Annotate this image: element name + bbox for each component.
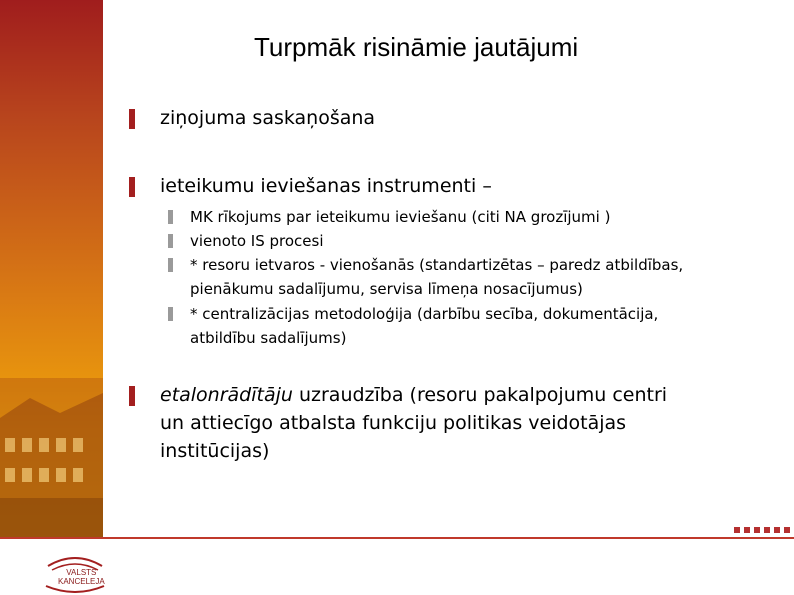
bullet-marker [129,177,135,197]
logo-line2: KANCELEJA [58,577,105,586]
footer-divider [0,537,794,539]
sub-bullet-marker [168,258,173,272]
sub-bullet-text-cont: pienākumu sadalījumu, servisa līmeņa nosacījumus) [190,280,583,298]
decorative-sidebar [0,0,103,537]
sub-bullet-text: * centralizācijas metodoloģija (darbību secība, dokumentācija, [190,305,659,323]
building-photo [0,378,103,537]
sub-bullet-text-cont: atbildību sadalījums) [190,329,347,347]
logo-line1: VALSTS [66,568,97,577]
sub-bullet-text: * resoru ietvaros - vienošanās (standartizētas – paredz atbildības, [190,256,684,274]
sub-bullet-text: MK rīkojums par ieteikumu ieviešanu (citi NA grozījumi ) [190,208,611,226]
bullet-text-cont: institūcijas) [160,440,270,462]
sub-bullet-marker [168,234,173,248]
italic-term: etalonrādītāju [160,384,293,406]
sub-bullet-text: vienoto IS procesi [190,232,324,250]
sub-bullet-marker [168,307,173,321]
bullet-marker [129,386,135,406]
bullet-text-cont: un attiecīgo atbalsta funkciju politikas veidotājas [160,412,627,434]
logo-text [58,568,105,586]
sub-bullet-marker [168,210,173,224]
bullet-marker [129,109,135,129]
bullet-text: ieteikumu ieviešanas instrumenti – [160,175,492,197]
bullet-text: ziņojuma saskaņošana [160,107,376,129]
slide-title: Turpmāk risināmie jautājumi [254,32,579,62]
bullet-text [160,381,667,409]
decorative-dots [734,527,794,535]
bullet-text-rest: uzraudzība (resoru pakalpojumu centri [292,384,668,406]
